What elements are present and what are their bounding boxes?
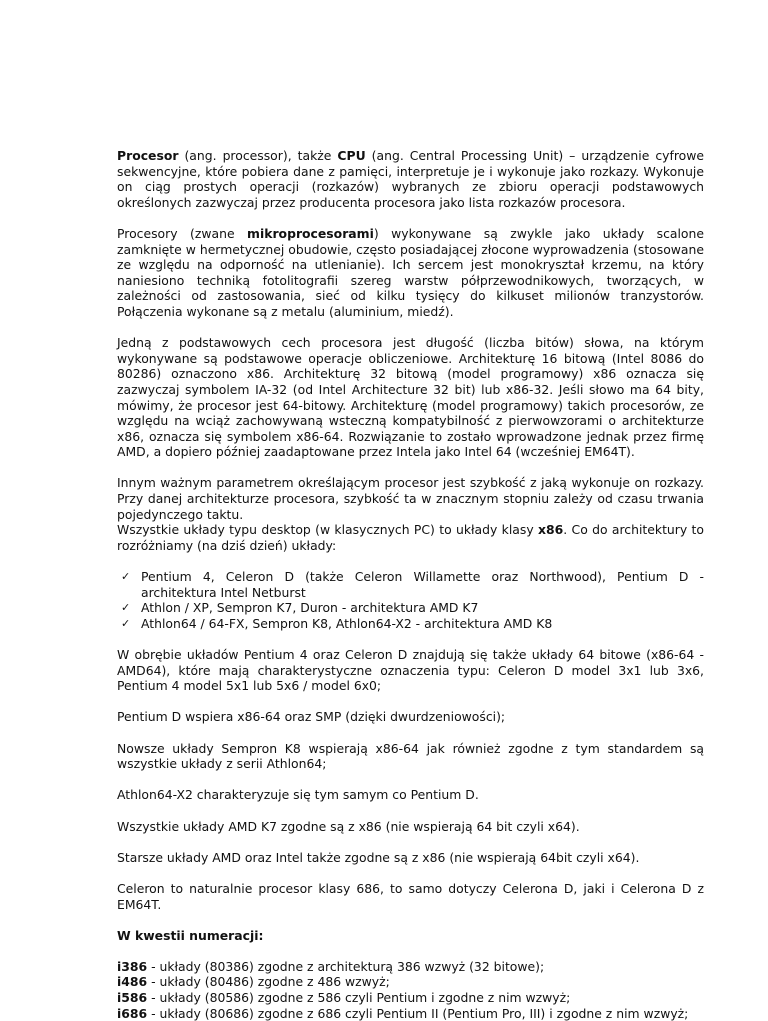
text: (ang. processor), także: [178, 148, 338, 163]
numbering-item: [117, 959, 704, 975]
list-item-text: Pentium 4, Celeron D (także Celeron Willamette oraz Northwood), Pentium D - architektura Intel Netburst: [141, 569, 704, 600]
code: i686: [117, 1005, 148, 1021]
text: - układy (80486) zgodne z 486 wzwyż;: [147, 974, 390, 990]
paragraph: Celeron to naturalnie procesor klasy 686, to samo dotyczy Celerona D, jaki i Celerona D z EM64T.: [117, 880, 704, 912]
paragraph-speed: Innym ważnym parametrem określającym procesor jest szybkość z jaką wykonuje on rozkazy. Przy danej architekturze procesora, szybkość ta w znacznym stopniu zależy od czasu trwania pojedynczego taktu.: [117, 475, 704, 522]
text: - układy (80686) zgodne z 686 czyli Pentium II (Pentium Pro, III) i zgodne z nim wzwyż;: [147, 1005, 689, 1021]
checkmark-icon: ✓: [121, 601, 131, 615]
term-x86: x86: [538, 522, 564, 538]
text: Procesory (zwane: [117, 225, 248, 241]
checkmark-icon: ✓: [121, 616, 131, 630]
paragraph-x86: [117, 522, 704, 553]
numbering-item: [117, 990, 704, 1006]
term-procesor: Procesor: [117, 148, 179, 163]
text: - układy (80586) zgodne z 586 czyli Pentium i zgodne z nim wzwyż;: [147, 990, 571, 1006]
paragraph-word-length: Jedną z podstawowych cech procesora jest długość (liczba bitów) słowa, na którym wykonywane są podstawowe operacje obliczeniowe. Architekturę 16 bitową (Intel 8086 do 80286) oznaczono x86. Architekturę 32 bitową (model programowy) x86 oznacza się zazwyczaj symbolem IA-32 (od Intel Architecture 32 bit) lub x86-32. Jeśli słowo ma 64 bity, mówimy, że procesor jest 64-bitowy. Architekturę (model programowy) takich procesorów, ze względu na wciąż zachowywaną wsteczną kompatybilność z pierwowzorami o architekturze x86, oznacza się symbolem x86-64. Rozwiązanie to zostało wprowadzone jednak przez firmę AMD, a dopiero później zaadaptowane przez Intela jako Intel 64 (wcześniej EM64T).: [117, 335, 704, 460]
paragraph: W obrębie układów Pentium 4 oraz Celeron D znajdują się także układy 64 bitowe (x86-64 - AMD64), które mają charakterystyczne oznaczenia typu: Celeron D model 3x1 lub 3x6, Pentium 4 model 5x1 lub 5x6 / model 6x0;: [117, 647, 704, 694]
text: Wszystkie układy typu desktop (w klasycznych PC) to układy klasy: [117, 522, 539, 538]
term-cpu: CPU: [337, 148, 366, 163]
numbering-item: [117, 974, 704, 990]
paragraph-intro: [117, 148, 704, 210]
list-item-text: Athlon64 / 64-FX, Sempron K8, Athlon64-X2 - architektura AMD K8: [141, 615, 553, 631]
text: ) wykonywane są zwykle jako układy scalone zamknięte w hermetycznej obudowie, często posiadającej złocone wyprowadzenia (stosowane ze względu na odporność na utlenianie). Ich sercem jest monokryształ krzemu, na który naniesiono techniką fotolitografii szereg warstw półprzewodnikowych, tworzących, w zależności od zastosowania, sieć od kilku tysięcy do kilkuset milionów tranzystorów. Połączenia wykonane są z metalu (aluminium, miedź).: [117, 225, 704, 319]
paragraph: Wszystkie układy AMD K7 zgodne są z x86 (nie wspierają 64 bit czyli x64).: [117, 818, 580, 834]
list-item: [121, 615, 704, 632]
section-heading: [117, 928, 704, 944]
text: . Co do architektury to rozróżniamy (na dziś dzień) układy:: [117, 522, 704, 553]
code: i586: [117, 990, 148, 1006]
code: i386: [117, 958, 148, 974]
paragraph-microprocessors: [117, 226, 704, 320]
paragraph: Pentium D wspiera x86-64 oraz SMP (dzięki dwurdzeniowości);: [117, 709, 506, 725]
list-item-text: Athlon / XP, Sempron K7, Duron - architektura AMD K7: [141, 600, 479, 616]
text: - układy (80386) zgodne z architekturą 386 wzwyż (32 bitowe);: [147, 958, 545, 974]
numbering-list: [117, 959, 704, 1021]
checkmark-icon: ✓: [121, 570, 131, 584]
paragraph: Nowsze układy Sempron K8 wspierają x86-64 jak również zgodne z tym standardem są wszystkie układy z serii Athlon64;: [117, 740, 704, 772]
code: i486: [117, 974, 148, 990]
term-mikroprocesorami: mikroprocesorami: [247, 225, 374, 241]
document-page: [117, 148, 704, 1021]
architecture-list: [117, 569, 704, 631]
list-item: [121, 569, 704, 600]
text: (ang. Central Processing Unit) – urządzenie cyfrowe sekwencyjne, które pobiera dane z pamięci, interpretuje je i wykonuje jako rozkazy. Wykonuje on ciąg prostych operacji (rozkazów) wybranych ze zbioru operacji podstawowych określonych zazwyczaj przez producenta procesora jako lista rozkazów procesora.: [117, 148, 705, 210]
paragraph: Starsze układy AMD oraz Intel także zgodne są z x86 (nie wspierają 64bit czyli x64).: [117, 849, 640, 865]
heading-text: W kwestii numeracji:: [117, 927, 264, 943]
list-item: [121, 600, 704, 616]
paragraph: Athlon64-X2 charakteryzuje się tym samym co Pentium D.: [117, 787, 479, 803]
numbering-item: [117, 1006, 704, 1021]
